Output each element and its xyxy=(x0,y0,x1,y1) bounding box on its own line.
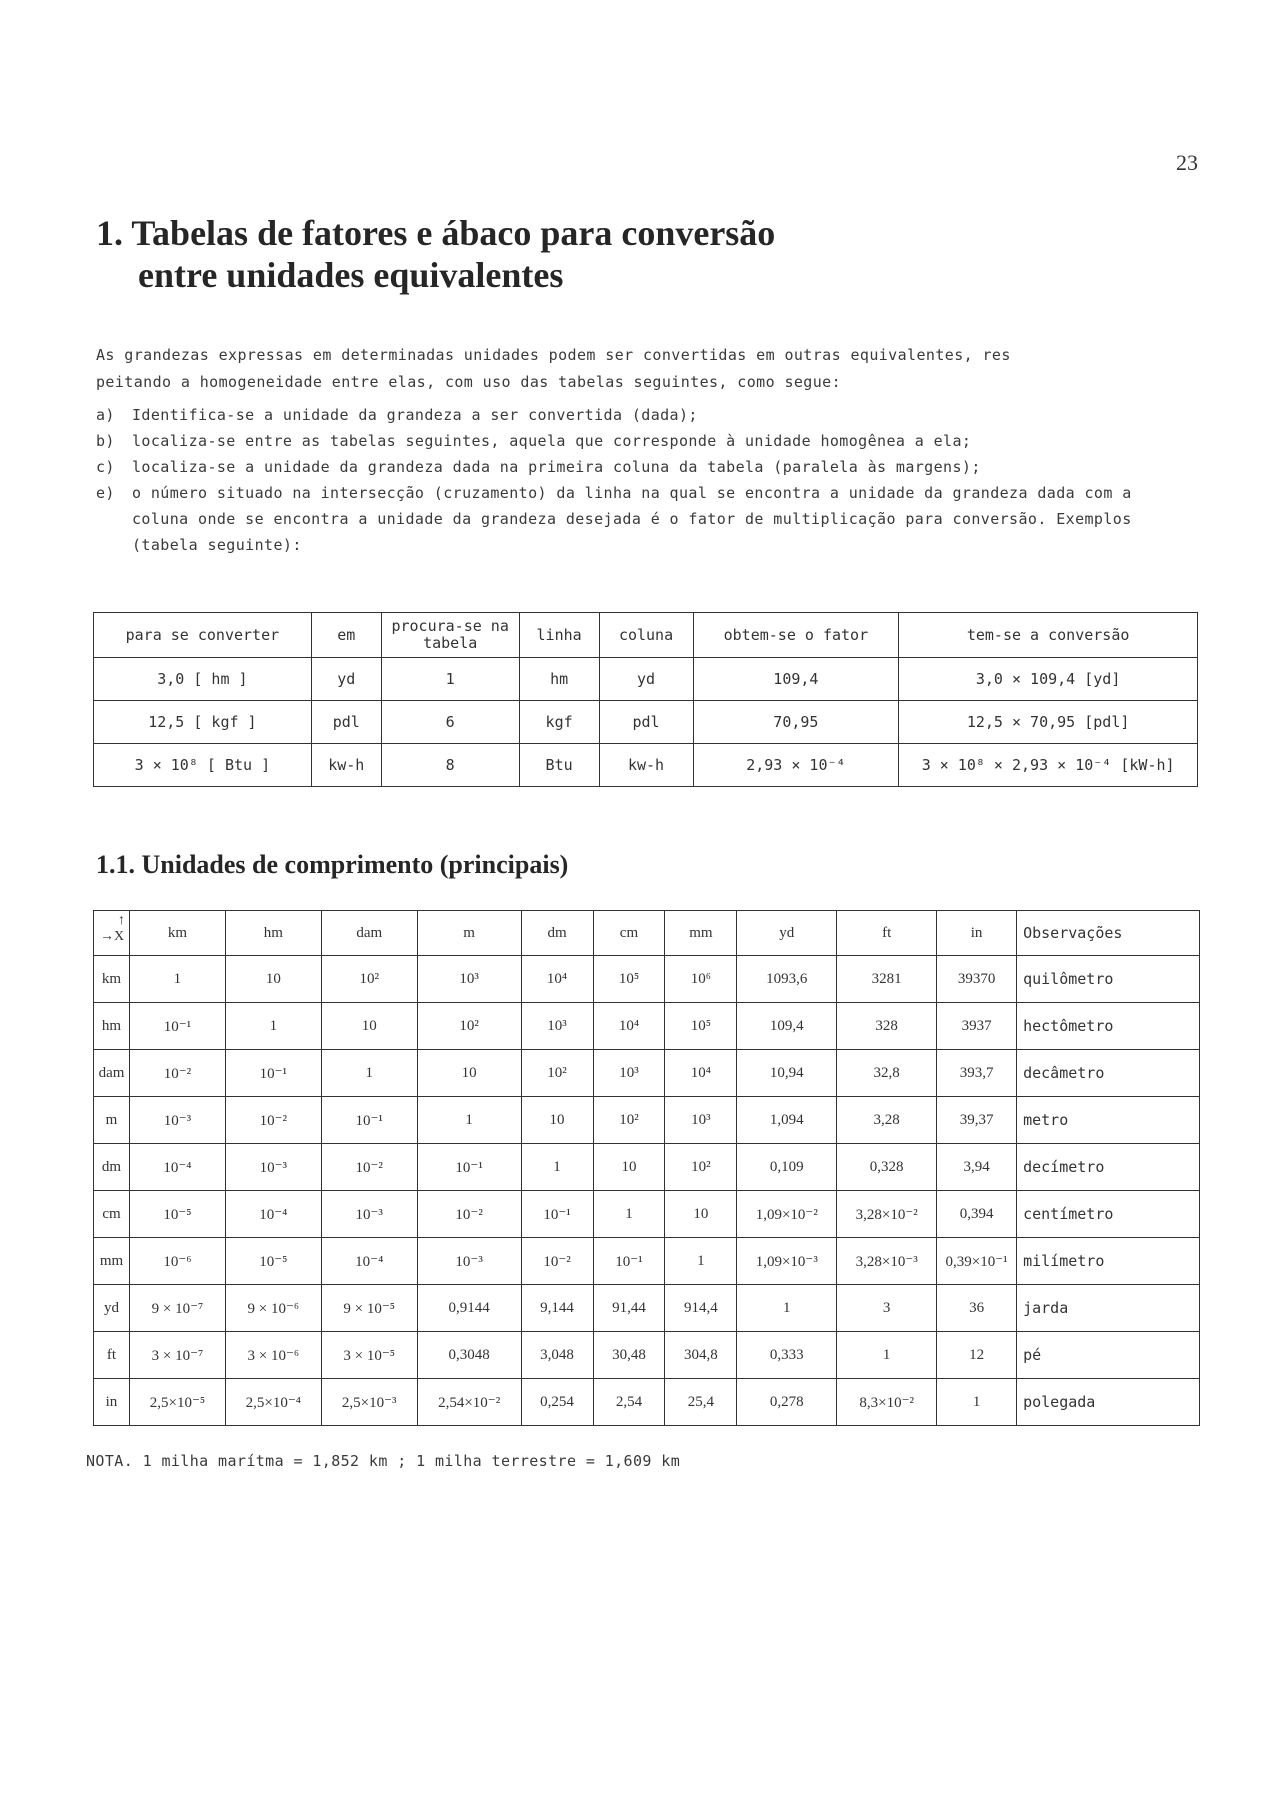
table-cell: yd xyxy=(311,658,381,701)
table-cell: 2,5×10⁻³ xyxy=(321,1379,417,1426)
table-cell: 10³ xyxy=(593,1050,665,1097)
table-cell: 1 xyxy=(129,956,225,1003)
corner-cell xyxy=(94,911,130,956)
observation-cell: polegada xyxy=(1017,1379,1200,1426)
observation-cell: pé xyxy=(1017,1332,1200,1379)
table-cell: 10³ xyxy=(521,1003,593,1050)
table-cell: 10⁻⁵ xyxy=(129,1191,225,1238)
step-text: localiza-se entre as tabelas seguintes, aquela que corresponde à unidade homogênea a ela; xyxy=(132,432,972,450)
table-cell: 3 × 10⁸ [ Btu ] xyxy=(94,744,312,787)
table-cell: 109,4 xyxy=(737,1003,837,1050)
step-text: localiza-se a unidade da grandeza dada na primeira coluna da tabela (paralela às margens); xyxy=(132,458,981,476)
table-cell: 9 × 10⁻⁵ xyxy=(321,1285,417,1332)
table-cell: 1 xyxy=(937,1379,1017,1426)
table-cell: 10⁶ xyxy=(665,956,737,1003)
table-cell: 10⁻⁵ xyxy=(225,1238,321,1285)
table-cell: 3 × 10⁻⁶ xyxy=(225,1332,321,1379)
table-cell: 10² xyxy=(665,1144,737,1191)
table-cell: 12,5 [ kgf ] xyxy=(94,701,312,744)
observation-cell: metro xyxy=(1017,1097,1200,1144)
column-header: m xyxy=(417,911,521,956)
table-cell: 0,9144 xyxy=(417,1285,521,1332)
column-header: para se converter xyxy=(94,613,312,658)
observation-cell: jarda xyxy=(1017,1285,1200,1332)
steps-list xyxy=(96,402,1196,558)
table-cell: 10⁻² xyxy=(129,1050,225,1097)
table-cell: 10² xyxy=(593,1097,665,1144)
table-cell: 0,3048 xyxy=(417,1332,521,1379)
table-cell: 10² xyxy=(521,1050,593,1097)
table-row xyxy=(94,1332,1200,1379)
row-header: mm xyxy=(94,1238,130,1285)
table-cell: 3,94 xyxy=(937,1144,1017,1191)
table-cell: 3,28×10⁻² xyxy=(837,1191,937,1238)
table-row xyxy=(94,1285,1200,1332)
table-cell: 10³ xyxy=(417,956,521,1003)
observation-cell: centímetro xyxy=(1017,1191,1200,1238)
table-cell: 304,8 xyxy=(665,1332,737,1379)
table-cell: 1,094 xyxy=(737,1097,837,1144)
table-cell: 3,0 [ hm ] xyxy=(94,658,312,701)
table-cell: 9 × 10⁻⁶ xyxy=(225,1285,321,1332)
table-cell: 10⁵ xyxy=(665,1003,737,1050)
table-cell: pdl xyxy=(599,701,693,744)
step-marker: e) xyxy=(96,484,115,502)
table-row xyxy=(94,1097,1200,1144)
table-cell: 10⁻¹ xyxy=(129,1003,225,1050)
table-cell: 10 xyxy=(521,1097,593,1144)
table-cell: 0,254 xyxy=(521,1379,593,1426)
main-title xyxy=(96,212,775,296)
table-cell: 39370 xyxy=(937,956,1017,1003)
row-header: ft xyxy=(94,1332,130,1379)
step-item xyxy=(96,454,1196,480)
table-cell: 2,93 × 10⁻⁴ xyxy=(693,744,899,787)
table-cell: 39,37 xyxy=(937,1097,1017,1144)
column-header: km xyxy=(129,911,225,956)
column-header: obtem-se o fator xyxy=(693,613,899,658)
table-cell: 1 xyxy=(837,1332,937,1379)
table-cell: pdl xyxy=(311,701,381,744)
table-row xyxy=(94,1003,1200,1050)
table-cell: 10 xyxy=(225,956,321,1003)
table-cell: 10 xyxy=(321,1003,417,1050)
intro-paragraph xyxy=(96,342,1196,396)
table-cell: 0,109 xyxy=(737,1144,837,1191)
table-cell: 1 xyxy=(321,1050,417,1097)
row-header: dam xyxy=(94,1050,130,1097)
footnote: NOTA. 1 milha marítma = 1,852 km ; 1 milha terrestre = 1,609 km xyxy=(86,1452,681,1470)
table-cell: 1093,6 xyxy=(737,956,837,1003)
table-cell: 32,8 xyxy=(837,1050,937,1097)
column-header: mm xyxy=(665,911,737,956)
column-header: em xyxy=(311,613,381,658)
table-cell: 3 xyxy=(837,1285,937,1332)
table-row xyxy=(94,1379,1200,1426)
table-row xyxy=(94,1050,1200,1097)
table-row xyxy=(94,1191,1200,1238)
table-cell: 914,4 xyxy=(665,1285,737,1332)
table-cell: 6 xyxy=(381,701,519,744)
table-cell: 2,54×10⁻² xyxy=(417,1379,521,1426)
column-header: cm xyxy=(593,911,665,956)
table-row xyxy=(94,1144,1200,1191)
table-cell: 10² xyxy=(321,956,417,1003)
length-conversion-table xyxy=(93,910,1200,1426)
table-cell: 36 xyxy=(937,1285,1017,1332)
table-cell: 10⁻³ xyxy=(129,1097,225,1144)
table-cell: 393,7 xyxy=(937,1050,1017,1097)
table-cell: 328 xyxy=(837,1003,937,1050)
table-cell: hm xyxy=(519,658,599,701)
table-row xyxy=(94,1238,1200,1285)
table-cell: 1 xyxy=(521,1144,593,1191)
intro-line-1: As grandezas expressas em determinadas unidades podem ser convertidas em outras equivalentes, res xyxy=(96,346,1011,364)
row-header: hm xyxy=(94,1003,130,1050)
example-table xyxy=(93,612,1198,787)
row-header: m xyxy=(94,1097,130,1144)
title-line-1: 1. Tabelas de fatores e ábaco para conversão xyxy=(96,213,776,253)
table-cell: 10 xyxy=(665,1191,737,1238)
table-cell: 9 × 10⁻⁷ xyxy=(129,1285,225,1332)
table-cell: 10⁻⁶ xyxy=(129,1238,225,1285)
table-cell: 10⁻¹ xyxy=(417,1144,521,1191)
step-text: o número situado na intersecção (cruzamento) da linha na qual se encontra a unidade da grandeza dada com a coluna onde se encontra a unidade da grandeza desejada é o fator de multiplicação para conversão. Exemplos (tabela seguinte): xyxy=(132,484,1132,554)
page-number: 23 xyxy=(1176,150,1198,175)
table-cell: 70,95 xyxy=(693,701,899,744)
table-cell: 10 xyxy=(417,1050,521,1097)
step-item xyxy=(96,402,1196,428)
table-cell: 3 × 10⁻⁵ xyxy=(321,1332,417,1379)
table-row xyxy=(94,744,1198,787)
table-cell: 0,278 xyxy=(737,1379,837,1426)
table-cell: 10⁻² xyxy=(417,1191,521,1238)
column-header: dam xyxy=(321,911,417,956)
table-cell: 3,0 × 109,4 [yd] xyxy=(899,658,1198,701)
table-cell: 10³ xyxy=(665,1097,737,1144)
column-header: ft xyxy=(837,911,937,956)
table-cell: 10⁻² xyxy=(521,1238,593,1285)
section-title: 1.1. Unidades de comprimento (principais) xyxy=(96,850,569,879)
table-cell: 25,4 xyxy=(665,1379,737,1426)
column-header-observacoes: Observações xyxy=(1017,911,1200,956)
step-marker: c) xyxy=(96,458,115,476)
table-cell: 3937 xyxy=(937,1003,1017,1050)
table-cell: 109,4 xyxy=(693,658,899,701)
observation-cell: milímetro xyxy=(1017,1238,1200,1285)
column-header: procura-se na tabela xyxy=(381,613,519,658)
table-cell: 10⁻⁴ xyxy=(225,1191,321,1238)
table-cell: 10⁻¹ xyxy=(593,1238,665,1285)
table-header-row xyxy=(94,911,1200,956)
step-item xyxy=(96,480,1196,558)
table-cell: 3281 xyxy=(837,956,937,1003)
table-cell: 3,048 xyxy=(521,1332,593,1379)
table-cell: 1 xyxy=(417,1097,521,1144)
column-header: hm xyxy=(225,911,321,956)
column-header: coluna xyxy=(599,613,693,658)
table-cell: 1,09×10⁻² xyxy=(737,1191,837,1238)
table-cell: 8 xyxy=(381,744,519,787)
table-cell: 8,3×10⁻² xyxy=(837,1379,937,1426)
table-cell: 10² xyxy=(417,1003,521,1050)
table-cell: 10⁻¹ xyxy=(521,1191,593,1238)
table-cell: kw-h xyxy=(599,744,693,787)
table-cell: 12 xyxy=(937,1332,1017,1379)
row-header: km xyxy=(94,956,130,1003)
table-cell: 0,394 xyxy=(937,1191,1017,1238)
table-row xyxy=(94,956,1200,1003)
table-cell: 10⁵ xyxy=(593,956,665,1003)
title-line-2: entre unidades equivalentes xyxy=(138,255,564,295)
table-cell: 10⁻¹ xyxy=(321,1097,417,1144)
column-header: dm xyxy=(521,911,593,956)
table-cell: 3 × 10⁸ × 2,93 × 10⁻⁴ [kW-h] xyxy=(899,744,1198,787)
intro-line-2: peitando a homogeneidade entre elas, com uso das tabelas seguintes, como segue: xyxy=(96,373,842,391)
table-cell: 3,28 xyxy=(837,1097,937,1144)
column-header: yd xyxy=(737,911,837,956)
table-cell: 10⁻² xyxy=(225,1097,321,1144)
table-cell: 10⁻³ xyxy=(225,1144,321,1191)
step-marker: b) xyxy=(96,432,115,450)
table-cell: 1 xyxy=(593,1191,665,1238)
table-cell: 0,39×10⁻¹ xyxy=(937,1238,1017,1285)
table-cell: 2,5×10⁻⁴ xyxy=(225,1379,321,1426)
observation-cell: hectômetro xyxy=(1017,1003,1200,1050)
row-header: in xyxy=(94,1379,130,1426)
column-header: linha xyxy=(519,613,599,658)
step-item xyxy=(96,428,1196,454)
row-header: dm xyxy=(94,1144,130,1191)
observation-cell: quilômetro xyxy=(1017,956,1200,1003)
arrow-up-icon: ↑ xyxy=(118,913,125,928)
table-cell: 10⁴ xyxy=(665,1050,737,1097)
table-cell: 3 × 10⁻⁷ xyxy=(129,1332,225,1379)
table-cell: 2,5×10⁻⁵ xyxy=(129,1379,225,1426)
table-cell: 0,328 xyxy=(837,1144,937,1191)
table-cell: 1,09×10⁻³ xyxy=(737,1238,837,1285)
table-cell: 10⁴ xyxy=(593,1003,665,1050)
table-cell: kgf xyxy=(519,701,599,744)
table-cell: 10 xyxy=(593,1144,665,1191)
table-cell: 3,28×10⁻³ xyxy=(837,1238,937,1285)
table-cell: 91,44 xyxy=(593,1285,665,1332)
table-cell: 2,54 xyxy=(593,1379,665,1426)
column-header: tem-se a conversão xyxy=(899,613,1198,658)
table-cell: 1 xyxy=(225,1003,321,1050)
observation-cell: decímetro xyxy=(1017,1144,1200,1191)
table-cell: 1 xyxy=(381,658,519,701)
step-marker: a) xyxy=(96,406,115,424)
table-cell: 10⁻⁴ xyxy=(129,1144,225,1191)
arrow-right-icon: →X xyxy=(100,929,125,944)
table-cell: 12,5 × 70,95 [pdl] xyxy=(899,701,1198,744)
column-header: in xyxy=(937,911,1017,956)
table-row xyxy=(94,658,1198,701)
step-text: Identifica-se a unidade da grandeza a ser convertida (dada); xyxy=(132,406,698,424)
table-cell: 30,48 xyxy=(593,1332,665,1379)
table-cell: 10,94 xyxy=(737,1050,837,1097)
table-cell: 10⁻³ xyxy=(417,1238,521,1285)
table-cell: yd xyxy=(599,658,693,701)
table-cell: Btu xyxy=(519,744,599,787)
table-cell: 0,333 xyxy=(737,1332,837,1379)
table-cell: 10⁻¹ xyxy=(225,1050,321,1097)
row-header: cm xyxy=(94,1191,130,1238)
observation-cell: decâmetro xyxy=(1017,1050,1200,1097)
table-cell: 10⁻² xyxy=(321,1144,417,1191)
table-header-row xyxy=(94,613,1198,658)
table-cell: kw-h xyxy=(311,744,381,787)
table-row xyxy=(94,701,1198,744)
table-cell: 1 xyxy=(737,1285,837,1332)
table-cell: 9,144 xyxy=(521,1285,593,1332)
table-cell: 10⁻⁴ xyxy=(321,1238,417,1285)
table-cell: 1 xyxy=(665,1238,737,1285)
row-header: yd xyxy=(94,1285,130,1332)
table-cell: 10⁻³ xyxy=(321,1191,417,1238)
table-cell: 10⁴ xyxy=(521,956,593,1003)
